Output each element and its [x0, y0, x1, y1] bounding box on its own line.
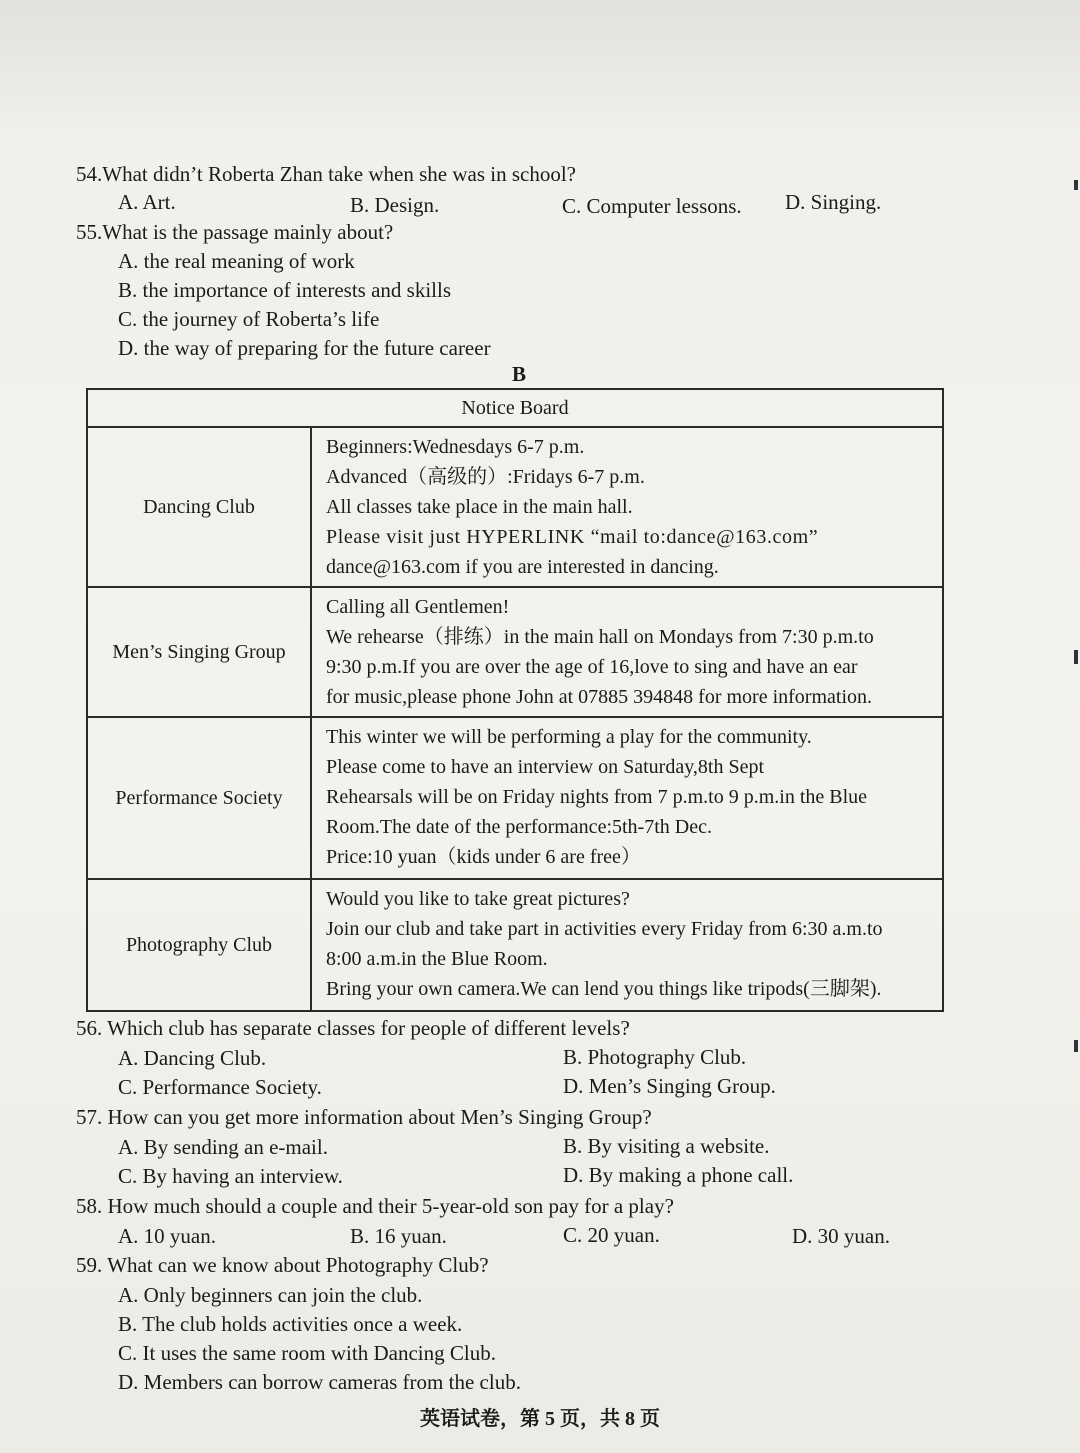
q57-option-d: D. By making a phone call.: [563, 1163, 794, 1187]
scan-edge-mark: [1074, 180, 1078, 190]
description-line: Beginners:Wednesdays 6-7 p.m.: [326, 436, 585, 458]
description-line: for music,please phone John at 07885 394848 for more information.: [326, 686, 872, 708]
q56-option-c: C. Performance Society.: [118, 1075, 322, 1099]
table-row: [87, 587, 943, 717]
table-row: [87, 879, 943, 1011]
club-description: [311, 879, 943, 1011]
q56-option-d: D. Men’s Singing Group.: [563, 1074, 776, 1098]
q58-option-d: D. 30 yuan.: [792, 1224, 890, 1248]
table-row: [87, 717, 943, 879]
table-row: [87, 427, 943, 587]
club-description: [311, 717, 943, 879]
description-line: 9:30 p.m.If you are over the age of 16,love to sing and have an ear: [326, 656, 858, 678]
club-name: Photography Club: [87, 879, 311, 1011]
q59-option-c: C. It uses the same room with Dancing Club.: [118, 1341, 496, 1365]
question-56: 56. Which club has separate classes for people of different levels?: [76, 1016, 630, 1040]
q57-option-a: A. By sending an e-mail.: [118, 1135, 328, 1159]
q59-option-a: A. Only beginners can join the club.: [118, 1283, 423, 1307]
description-line: Please visit just HYPERLINK “mail to:dance@163.com”: [326, 526, 819, 548]
description-line: dance@163.com if you are interested in dancing.: [326, 556, 719, 578]
q54-option-a: A. Art.: [118, 190, 176, 214]
description-line: Price:10 yuan（kids under 6 are free）: [326, 846, 641, 868]
q54-option-b: B. Design.: [350, 193, 440, 217]
q56-option-b: B. Photography Club.: [563, 1045, 747, 1069]
description-line: 8:00 a.m.in the Blue Room.: [326, 948, 548, 970]
q59-option-b: B. The club holds activities once a week.: [118, 1312, 463, 1336]
club-name: Performance Society: [87, 717, 311, 879]
q57-option-c: C. By having an interview.: [118, 1164, 343, 1188]
description-line: All classes take place in the main hall.: [326, 496, 633, 518]
club-description: [311, 587, 943, 717]
description-line: Room.The date of the performance:5th-7th Dec.: [326, 816, 712, 838]
description-line: Bring your own camera.We can lend you things like tripods(三脚架).: [326, 978, 882, 1000]
club-name: Men’s Singing Group: [87, 587, 311, 717]
description-line: Rehearsals will be on Friday nights from 7 p.m.to 9 p.m.in the Blue: [326, 786, 868, 808]
description-line: This winter we will be performing a play for the community.: [326, 726, 812, 748]
notice-board-title: Notice Board: [87, 389, 943, 427]
q57-option-b: B. By visiting a website.: [563, 1134, 770, 1158]
scan-edge-mark: [1074, 1040, 1078, 1052]
section-label: B: [512, 362, 527, 386]
description-line: Calling all Gentlemen!: [326, 596, 510, 618]
description-line: Please come to have an interview on Saturday,8th Sept: [326, 756, 765, 778]
q55-option-b: B. the importance of interests and skills: [118, 278, 452, 302]
club-description: [311, 427, 943, 587]
q55-option-a: A. the real meaning of work: [118, 249, 355, 273]
description-line: Advanced（高级的）:Fridays 6-7 p.m.: [326, 466, 645, 488]
scan-edge-mark: [1074, 650, 1078, 664]
notice-board-table: [86, 388, 944, 1012]
question-55: 55.What is the passage mainly about?: [76, 220, 394, 244]
q54-option-d: D. Singing.: [785, 190, 882, 214]
q58-option-b: B. 16 yuan.: [350, 1224, 447, 1248]
description-line: Would you like to take great pictures?: [326, 888, 630, 910]
question-57: 57. How can you get more information about Men’s Singing Group?: [76, 1105, 652, 1129]
question-54: 54.What didn’t Roberta Zhan take when she was in school?: [76, 162, 576, 186]
q55-option-d: D. the way of preparing for the future career: [118, 336, 491, 360]
page-footer: 英语试卷，第 5 页，共 8 页: [420, 1408, 660, 1430]
question-59: 59. What can we know about Photography Club?: [76, 1253, 489, 1277]
q56-option-a: A. Dancing Club.: [118, 1046, 267, 1070]
q58-option-a: A. 10 yuan.: [118, 1224, 216, 1248]
q59-option-d: D. Members can borrow cameras from the club.: [118, 1370, 521, 1394]
description-line: Join our club and take part in activities every Friday from 6:30 a.m.to: [326, 918, 883, 940]
question-58: 58. How much should a couple and their 5-year-old son pay for a play?: [76, 1194, 674, 1218]
q54-option-c: C. Computer lessons.: [562, 194, 742, 218]
club-name: Dancing Club: [87, 427, 311, 587]
q55-option-c: C. the journey of Roberta’s life: [118, 307, 380, 331]
q58-option-c: C. 20 yuan.: [563, 1223, 660, 1247]
description-line: We rehearse（排练）in the main hall on Mondays from 7:30 p.m.to: [326, 626, 874, 648]
